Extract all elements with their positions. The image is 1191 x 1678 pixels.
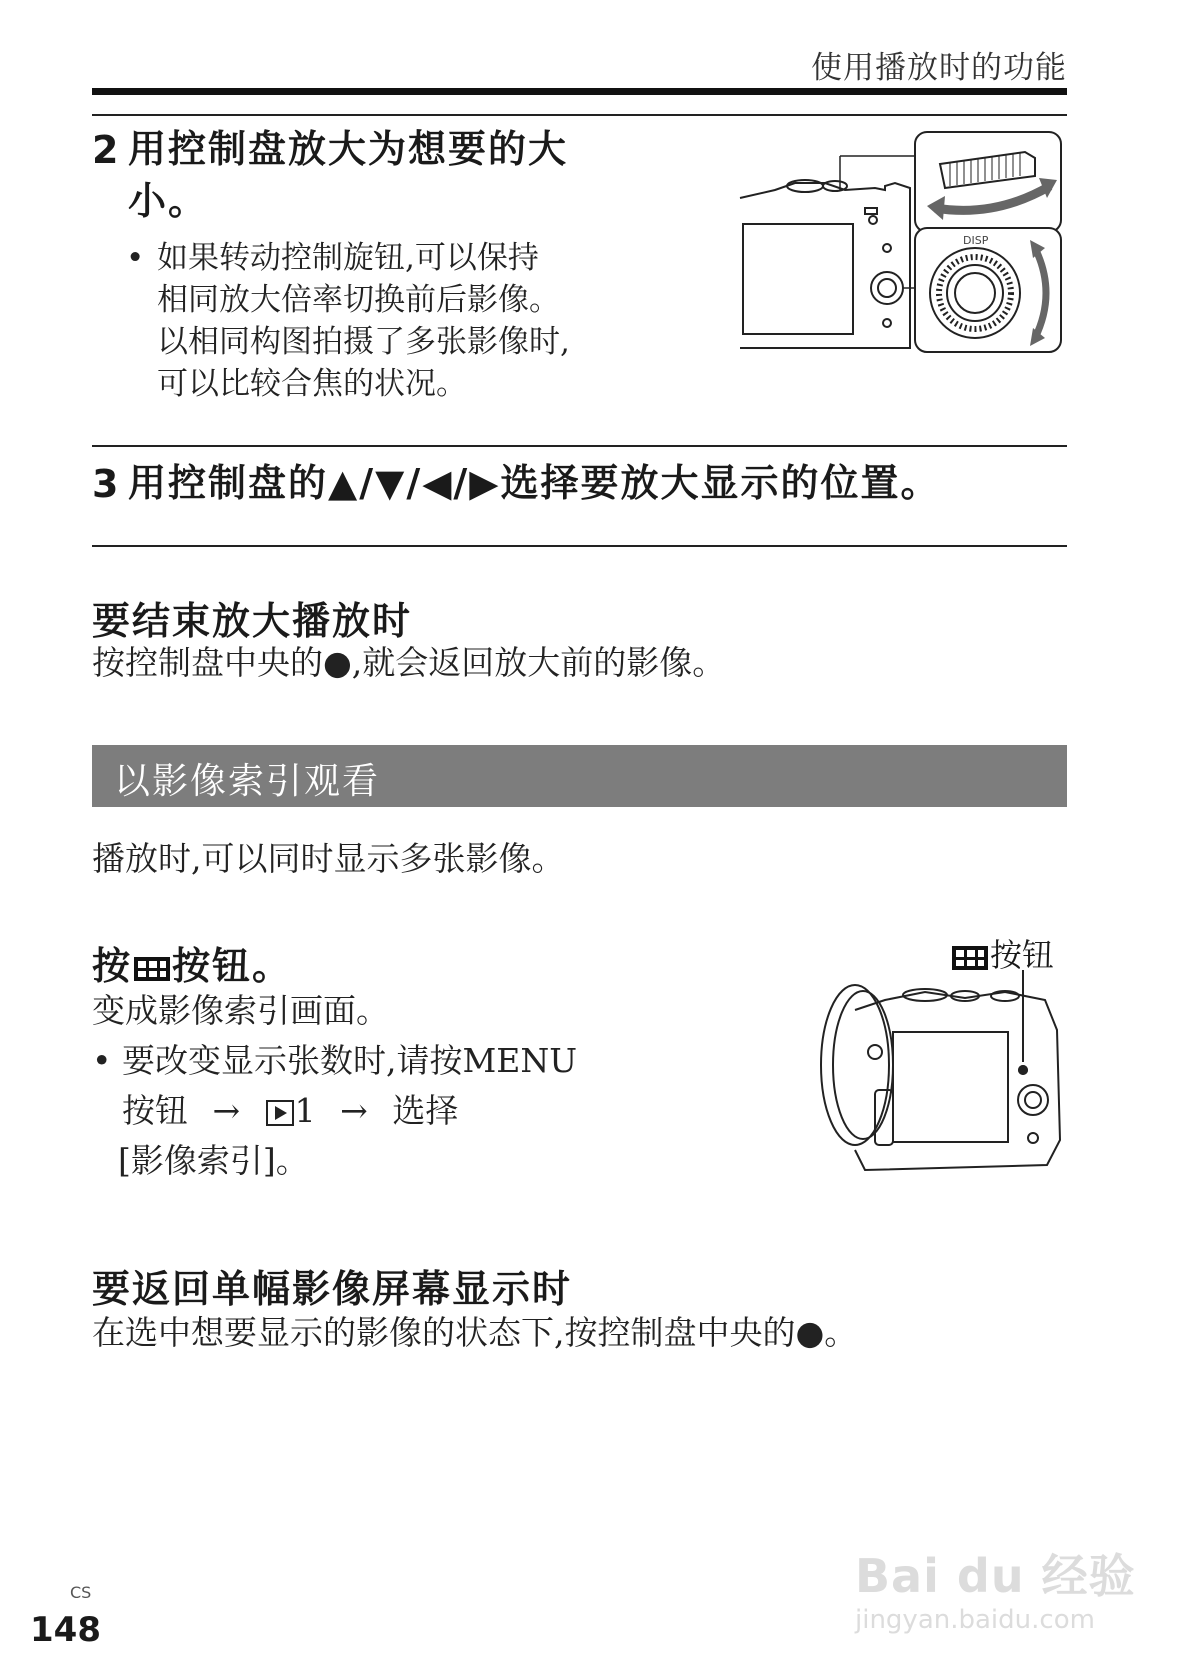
callout-label: 按钮 bbox=[990, 936, 1055, 974]
playback-icon bbox=[265, 1099, 295, 1127]
index-grid-icon bbox=[132, 954, 172, 984]
camera-back-dial-illustration bbox=[735, 128, 1070, 388]
step-number: 2 bbox=[92, 128, 119, 172]
step-2-title-line1: 用控制盘放大为想要的大 bbox=[128, 127, 569, 171]
camera-rear-illustration bbox=[815, 970, 1070, 1175]
disp-label: DISP bbox=[963, 234, 989, 247]
header-rule bbox=[92, 88, 1067, 95]
return-single-heading: 要返回单幅影像屏幕显示时 bbox=[92, 1267, 573, 1311]
page-header-title: 使用播放时的功能 bbox=[811, 50, 1067, 86]
step-number: 3 bbox=[92, 462, 119, 506]
index-step-heading bbox=[92, 935, 292, 990]
index-step-bullet-line1: 要改变显示张数时,请按MENU bbox=[122, 1041, 578, 1080]
step-2-note-line4: 可以比较合焦的状况。 bbox=[157, 366, 467, 402]
step-2-title-line2: 小。 bbox=[128, 179, 209, 223]
return-single-body: 在选中想要显示的影像的状态下,按控制盘中央的●。 bbox=[92, 1313, 858, 1352]
language-code: CS bbox=[70, 1583, 92, 1602]
watermark-url: jingyan.baidu.com bbox=[855, 1605, 1095, 1635]
playback-menu-number: 1 bbox=[294, 1091, 316, 1130]
end-zoom-heading: 要结束放大播放时 bbox=[92, 599, 413, 643]
end-zoom-body: 按控制盘中央的●,就会返回放大前的影像。 bbox=[92, 643, 726, 682]
index-step-bullet-line2 bbox=[122, 1090, 458, 1132]
section-title: 以影像索引观看 bbox=[114, 761, 381, 802]
heading-suffix: 按钮。 bbox=[172, 944, 293, 988]
bullet-dot: • bbox=[92, 1041, 112, 1080]
divider bbox=[92, 114, 1067, 116]
divider bbox=[92, 445, 1067, 447]
index-step-bullet-line3: [影像索引]。 bbox=[118, 1141, 309, 1180]
step-2-note-line1: 如果转动控制旋钮,可以保持 bbox=[157, 240, 539, 276]
bullet-dot: • bbox=[126, 240, 145, 276]
arrow-icon: → bbox=[340, 1091, 368, 1130]
index-grid-icon bbox=[950, 943, 990, 973]
step-2-note-line3: 以相同构图拍摄了多张影像时, bbox=[157, 324, 570, 360]
arrow-icon: → bbox=[212, 1091, 241, 1130]
step-2-note-line2: 相同放大倍率切换前后影像。 bbox=[157, 282, 560, 318]
watermark-brand: Bai du 经验 bbox=[855, 1549, 1136, 1603]
button-word: 按钮 bbox=[122, 1091, 188, 1130]
page-number: 148 bbox=[30, 1610, 101, 1650]
heading-prefix: 按 bbox=[92, 944, 133, 988]
section-title-bar bbox=[92, 745, 1067, 807]
index-step-line1: 变成影像索引画面。 bbox=[92, 991, 389, 1030]
divider bbox=[92, 545, 1067, 547]
select-word: 选择 bbox=[392, 1091, 459, 1130]
section-intro: 播放时,可以同时显示多张影像。 bbox=[92, 839, 565, 878]
step-3-title: 用控制盘的▲/▼/◀/▶选择要放大显示的位置。 bbox=[128, 461, 941, 505]
